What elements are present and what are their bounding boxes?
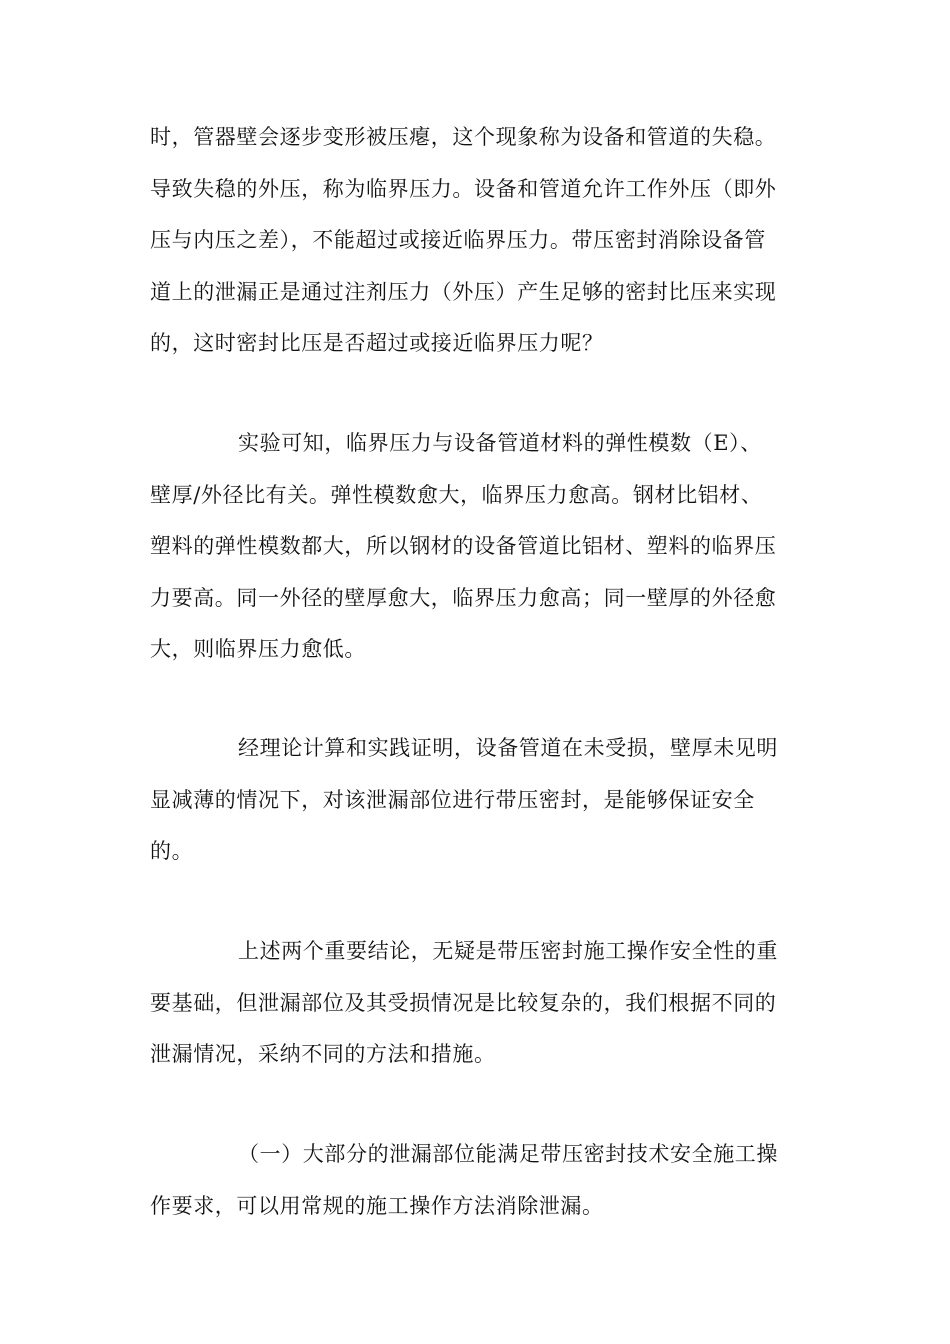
text-line: 显减薄的情况下，对该泄漏部位进行带压密封，是能够保证安全	[150, 787, 755, 812]
text-line: （一）大部分的泄漏部位能满足带压密封技术安全施工操	[238, 1142, 778, 1166]
text-line: 压与内压之差），不能超过或接近临界压力。带压密封消除设备管	[150, 228, 766, 252]
paragraph-safety-proof	[150, 723, 810, 878]
text-line: 的，这时密封比压是否超过或接近临界压力呢？	[150, 331, 604, 355]
text-line: 时，管器壁会逐步变形被压瘪，这个现象称为设备和管道的失稳。	[150, 125, 777, 149]
text-line: 塑料的弹性模数都大，所以钢材的设备管道比铝材、塑料的临界压	[150, 534, 777, 558]
text-line: 上述两个重要结论，无疑是带压密封施工操作安全性的重	[238, 939, 778, 963]
text-line: 力要高。同一外径的壁厚愈大，临界压力愈高；同一壁厚的外径愈	[150, 585, 777, 610]
text-line: 道上的泄漏正是通过注剂压力（外压）产生足够的密封比压来实现	[150, 279, 777, 304]
paragraph-conclusions	[150, 926, 810, 1081]
text-line: 经理论计算和实践证明，设备管道在未受损，壁厚未见明	[238, 736, 778, 760]
text-line: 大，则临界压力愈低。	[150, 637, 366, 661]
text-line: 要基础，但泄漏部位及其受损情况是比较复杂的，我们根据不同的	[150, 990, 777, 1015]
text-line: 壁厚/外径比有关。弹性模数愈大，临界压力愈高。钢材比铝材、	[150, 482, 763, 507]
text-line: 导致失稳的外压，称为临界压力。设备和管道允许工作外压（即外	[150, 176, 777, 201]
text-line: 实验可知，临界压力与设备管道材料的弹性模数（E）、	[238, 431, 762, 455]
text-line: 的。	[150, 839, 194, 863]
text-line: 泄漏情况，采纳不同的方法和措施。	[150, 1042, 496, 1066]
paragraph-section-one	[150, 1129, 810, 1232]
paragraph-instability	[150, 112, 810, 370]
paragraph-critical-pressure	[150, 418, 810, 676]
text-line: 作要求，可以用常规的施工操作方法消除泄漏。	[150, 1193, 604, 1218]
